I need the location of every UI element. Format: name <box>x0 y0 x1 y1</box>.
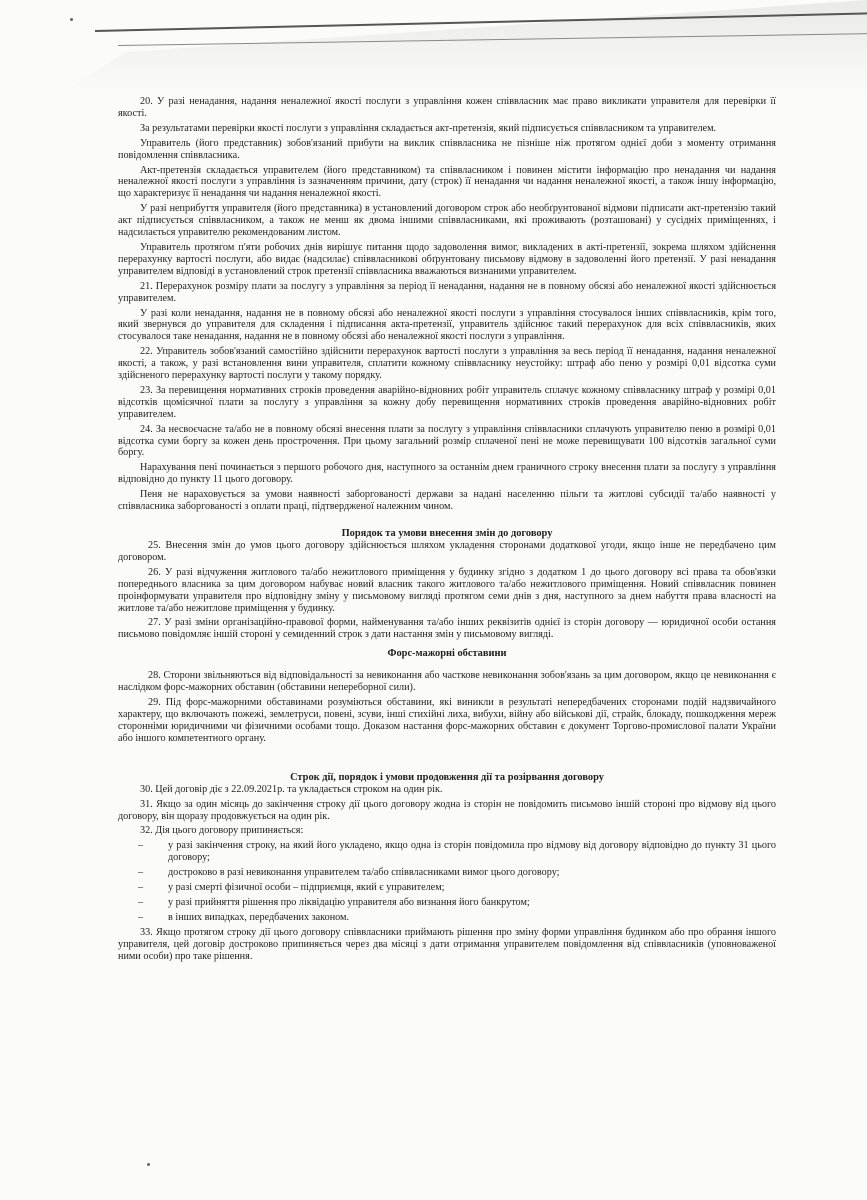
list-item: – у разі закінчення строку, на який його укладено, якщо одна із сторін повідомила про відмову від договору відповідно до пункту 31 цього договору; <box>168 840 776 864</box>
paragraph: 26. У разі відчуження житлового та/або нежитлового приміщення у будинку згідно з додатком 1 до цього договору всі права та обов'язки попереднього власника за цим договором набуває новий власник такого житлового та/або нежитлового приміщення. Новий співвласник повинен проінформувати управителя про відповідну зміну у письмовому вигляді протягом семи днів з дня, наступного за днем набуття права власності на житлове та/або нежитлове приміщення у будинку. <box>118 566 776 614</box>
paragraph: 29. Під форс-мажорними обставинами розуміються обставини, які виникли в результаті непередбачених сторонами подій надзвичайного характеру, що включають пожежі, землетруси, повені, зсуви, інші стихійні лиха, вибухи, війну або військові дії, страйк, блокаду, пошкодження мереж сторонніми юридичними чи фізичними особами тощо. Доказом настання форс-мажорних обставин є документ Торгово-промислової палати України або іншого компетентного органу. <box>118 697 776 744</box>
scan-dot <box>70 18 73 21</box>
paragraph: 33. Якщо протягом строку дії цього договору співвласники приймають рішення про зміну форми управління будинком або про обрання іншого управителя, цей договір достроково припиняється через два місяці з дати отримання управителем повідомлення від співвласників (уповноваженої ними особи) про таке рішення. <box>118 926 776 962</box>
section-heading: Форс-мажорні обставини <box>387 648 507 660</box>
paragraph: Управитель протягом п'яти робочих днів вирішує питання щодо задоволення вимог, викладених в акті-претензії, зокрема шляхом здійснення перерахунку вартості послуги, або видає (надсилає) співвласникові обґрунтовану письмову відмову в задоволенні його претензії. У разі ненадання управителем відповіді в установлений строк претензії співвласника вважаються визнаними управителем. <box>118 241 776 277</box>
termination-list <box>118 840 776 923</box>
list-item: – у разі прийняття рішення про ліквідацію управителя або визнання його банкрутом; <box>168 897 776 909</box>
paragraph: У разі неприбуття управителя (його представника) в установлений договором строк або необґрунтованої відмови підписати акт-претензію такий акт підписується співвласником, а також не менш як двома іншими співвласниками, які проживають (розташовані) у сусідніх приміщеннях, і надсилається управителю рекомендованим листом. <box>118 203 776 239</box>
paragraph: 20. У разі ненадання, надання неналежної якості послуги з управління кожен співвласник має право викликати управителя для перевірки її якості. <box>118 96 776 119</box>
paragraph: 24. За несвоєчасне та/або не в повному обсязі внесення плати за послугу з управління співвласники сплачують управителю пеню в розмірі 0,01 відсотка суми боргу за кожен день прострочення. При цьому загальний розмір сплаченої пені не може перевищувати 100 відсотків загальної суми боргу. <box>118 423 776 459</box>
paragraph: 27. У разі зміни організаційно-правової форми, найменування та/або інших реквізитів однієї із сторін договору — юридичної особи остання письмово повідомляє іншій стороні у семиденний строк з дати настання змін у письмовому вигляді. <box>118 617 776 641</box>
paragraph: Управитель (його представник) зобов'язаний прибути на виклик співвласника не пізніше ніж протягом однієї доби з моменту отримання повідомлення співвласника. <box>118 137 776 161</box>
scan-dot <box>147 1163 150 1166</box>
paragraph: У разі коли ненадання, надання не в повному обсязі або неналежної якості послуги з управління стосувалося інших співвласників, крім того, який звернувся до управителя для складення і підписання акта-претензії, управитель здійснює такий перерахунок для всіх співвласників, яких стосувалося таке ненадання, надання не в повному обсязі або неналежної якості послуги з управління. <box>118 307 776 343</box>
paragraph: 21. Перерахунок розміру плати за послугу з управління за період її ненадання, надання не в повному обсязі або неналежної якості здійснюється управителем. <box>118 280 776 304</box>
paragraph: 28. Сторони звільняються від відповідальності за невиконання або часткове невиконання зобов'язань за цим договором, якщо це невиконання є наслідком форс-мажорних обставин (обставини непереборної сили). <box>118 670 776 694</box>
paragraph: 25. Внесення змін до умов цього договору здійснюється шляхом укладення сторонами додаткової угоди, якщо інше не передбачено цим договором. <box>118 540 776 563</box>
paragraph: 23. За перевищення нормативних строків проведення аварійно-відновних робіт управитель сплачує кожному співвласнику штраф у розмірі 0,01 відсотків щомісячної плати за послугу з управління за кожну добу перевищення нормативних строків проведення аварійно-відновних робіт управителем. <box>118 384 776 420</box>
list-item: – у разі смерті фізичної особи – підприємця, який є управителем; <box>168 882 776 894</box>
section-heading: Строк дії, порядок і умови продовження дії та розірвання договору <box>290 771 604 783</box>
paragraph: 32. Дія цього договору припиняється: <box>140 825 304 837</box>
list-item: – достроково в разі невиконання управителем та/або співвласниками вимог цього договору; <box>168 867 776 879</box>
paragraph: За результатами перевірки якості послуги з управління складається акт-претензія, який підписується співвласником та управителем. <box>140 122 717 134</box>
paragraph: Акт-претензія складається управителем (його представником) та співвласником і повинен містити інформацію про ненадання чи надання неналежної якості послуги з управління із зазначенням причини, дату (строк) її ненадання чи надання неналежної якості, а також іншу інформацію, що характеризує її ненадання чи надання неналежної якості. <box>118 164 776 200</box>
paragraph: 31. Якщо за один місяць до закінчення строку дії цього договору жодна із сторін не повідомить письмово іншій стороні про відмову від цього договору, він щоразу продовжується на один рік. <box>118 798 776 822</box>
paragraph: 22. Управитель зобов'язаний самостійно здійснити перерахунок вартості послуги з управління за весь період її ненадання, надання неналежної якості, а також, у разі встановлення вини управителя, сплатити кожному співвласнику неустойку: штраф або пеню у розмірі 0,01 відсотка суми здійсненого перерахунку вартості послуги у такому порядку. <box>118 346 776 382</box>
paragraph: Пеня не нараховується за умови наявності заборгованості держави за надані населенню пільги та житлові субсидії та/або наявності у співвласника заборгованості з оплати праці, підтвердженої належним чином. <box>118 489 776 513</box>
paragraph: Нарахування пені починається з першого робочого дня, наступного за останнім днем граничного строку внесення плати за послугу з управління відповідно до пункту 11 цього договору. <box>118 462 776 486</box>
section-heading: Порядок та умови внесення змін до договору <box>341 528 553 539</box>
document-body <box>118 96 776 965</box>
paragraph: 30. Цей договір діє з 22.09.2021р. та укладається строком на один рік. <box>140 783 443 795</box>
list-item: – в інших випадках, передбачених законом. <box>168 912 776 924</box>
